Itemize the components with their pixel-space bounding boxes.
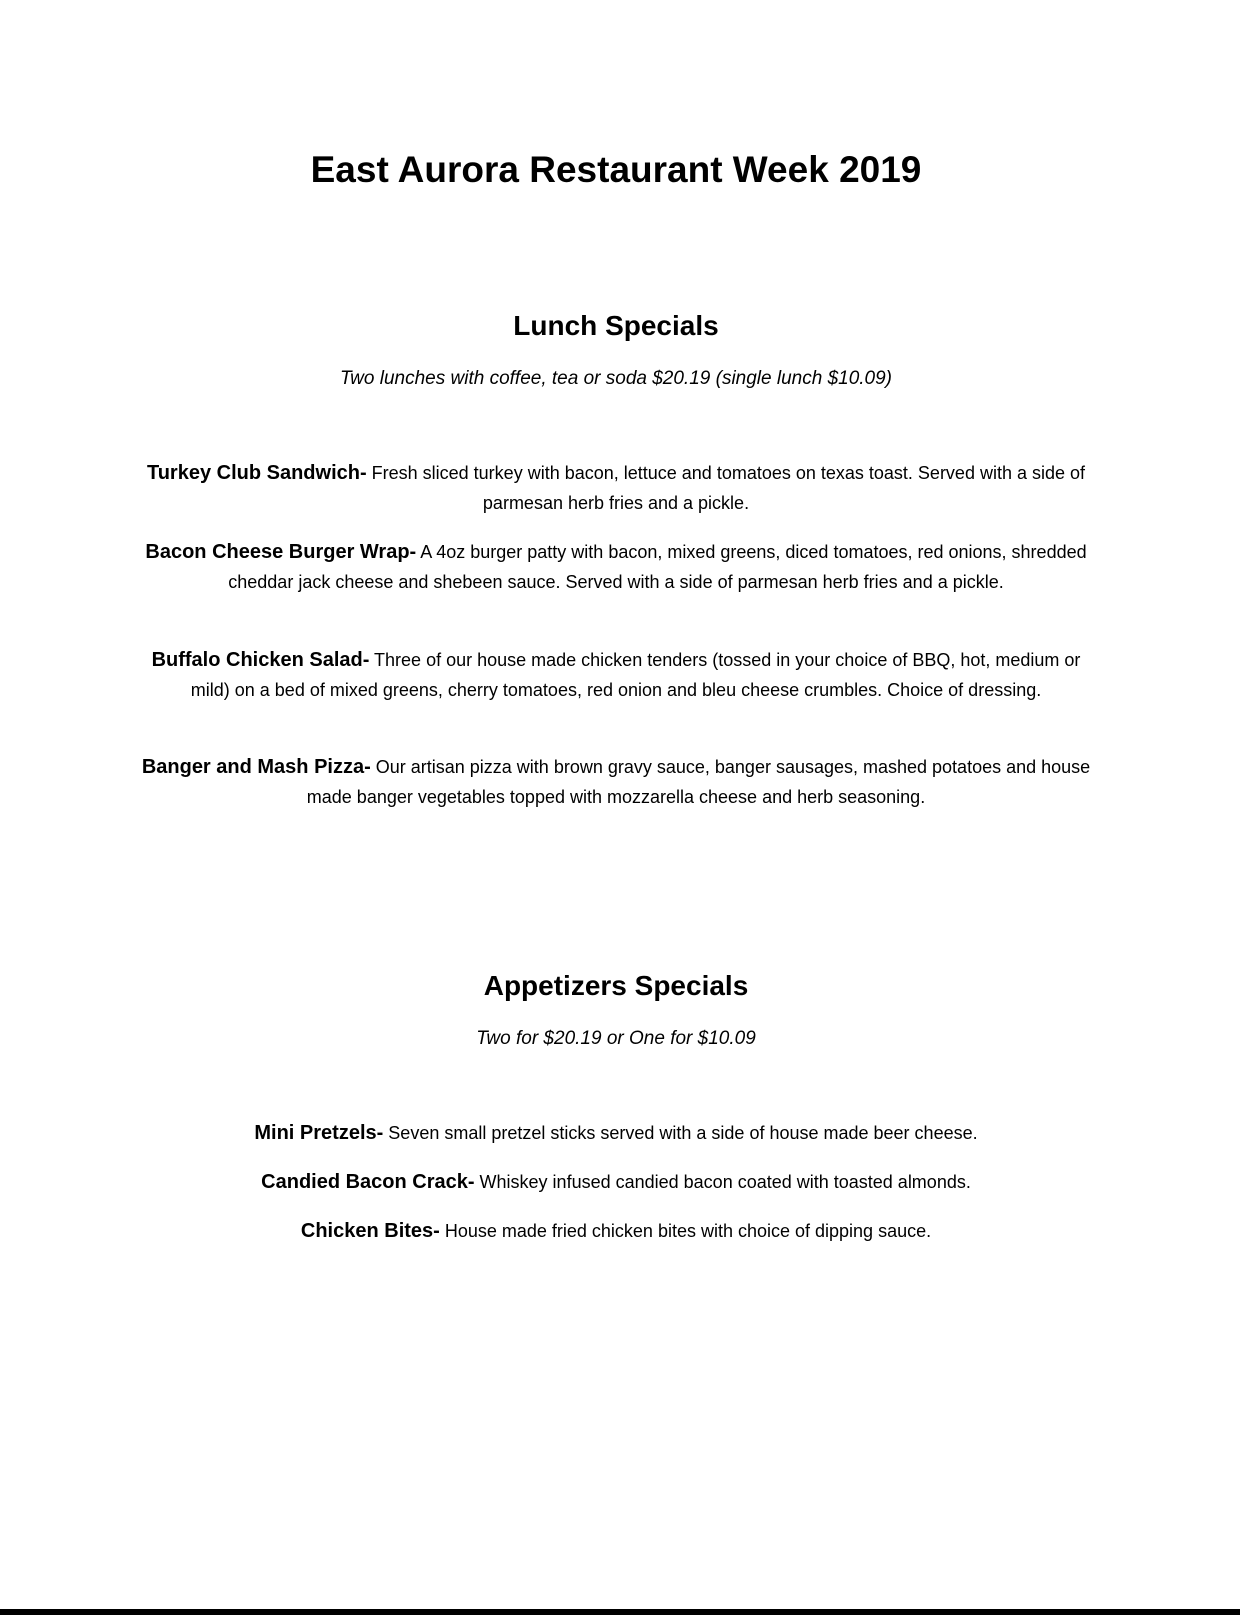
menu-item-description: House made fried chicken bites with choice of dipping sauce. <box>439 1221 932 1241</box>
menu-item-banger-and-mash-pizza <box>136 752 1096 812</box>
menu-item-description: Fresh sliced turkey with bacon, lettuce and tomatoes on texas toast. Served with a side of parmesan herb fries and a pickle. <box>366 463 1086 513</box>
lunch-specials-heading: Lunch Specials <box>513 310 719 341</box>
menu-item-name: Mini Pretzels- <box>254 1122 384 1144</box>
menu-item-chicken-bites <box>136 1216 1096 1246</box>
menu-item-description: Three of our house made chicken tenders (tossed in your choice of BBQ, hot, medium or mild) on a bed of mixed greens, cherry tomatoes, red onion and bleu cheese crumbles. Choice of dressing. <box>190 650 1081 700</box>
appetizers-specials-heading: Appetizers Specials <box>483 970 749 1001</box>
menu-item-bacon-cheese-burger-wrap <box>136 537 1096 597</box>
document-title: East Aurora Restaurant Week 2019 <box>310 149 922 190</box>
appetizers-specials-pricing: Two for $20.19 or One for $10.09 <box>476 1028 756 1049</box>
menu-item-name: Turkey Club Sandwich- <box>146 462 367 484</box>
menu-item-description: Whiskey infused candied bacon coated with toasted almonds. <box>474 1172 971 1192</box>
menu-item-description: Seven small pretzel sticks served with a side of house made beer cheese. <box>383 1123 978 1143</box>
menu-item-name: Banger and Mash Pizza- <box>141 756 371 778</box>
menu-item-mini-pretzels <box>136 1118 1096 1148</box>
menu-item-name: Bacon Cheese Burger Wrap- <box>145 541 417 563</box>
menu-item-description: Our artisan pizza with brown gravy sauce, banger sausages, mashed potatoes and house made banger vegetables topped with mozzarella cheese and herb seasoning. <box>306 757 1091 807</box>
menu-item-buffalo-chicken-salad <box>136 645 1096 705</box>
menu-item-name: Buffalo Chicken Salad- <box>151 649 370 671</box>
menu-item-candied-bacon-crack <box>136 1167 1096 1197</box>
menu-item-name: Chicken Bites- <box>300 1220 440 1242</box>
menu-item-description: A 4oz burger patty with bacon, mixed greens, diced tomatoes, red onions, shredded cheddar jack cheese and shebeen sauce. Served with a side of parmesan herb fries and a pickle. <box>228 542 1087 592</box>
menu-item-name: Candied Bacon Crack- <box>261 1171 475 1193</box>
menu-item-turkey-club-sandwich <box>136 458 1096 518</box>
page-bottom-border <box>0 1609 1240 1615</box>
lunch-specials-pricing: Two lunches with coffee, tea or soda $20.19 (single lunch $10.09) <box>339 368 893 389</box>
